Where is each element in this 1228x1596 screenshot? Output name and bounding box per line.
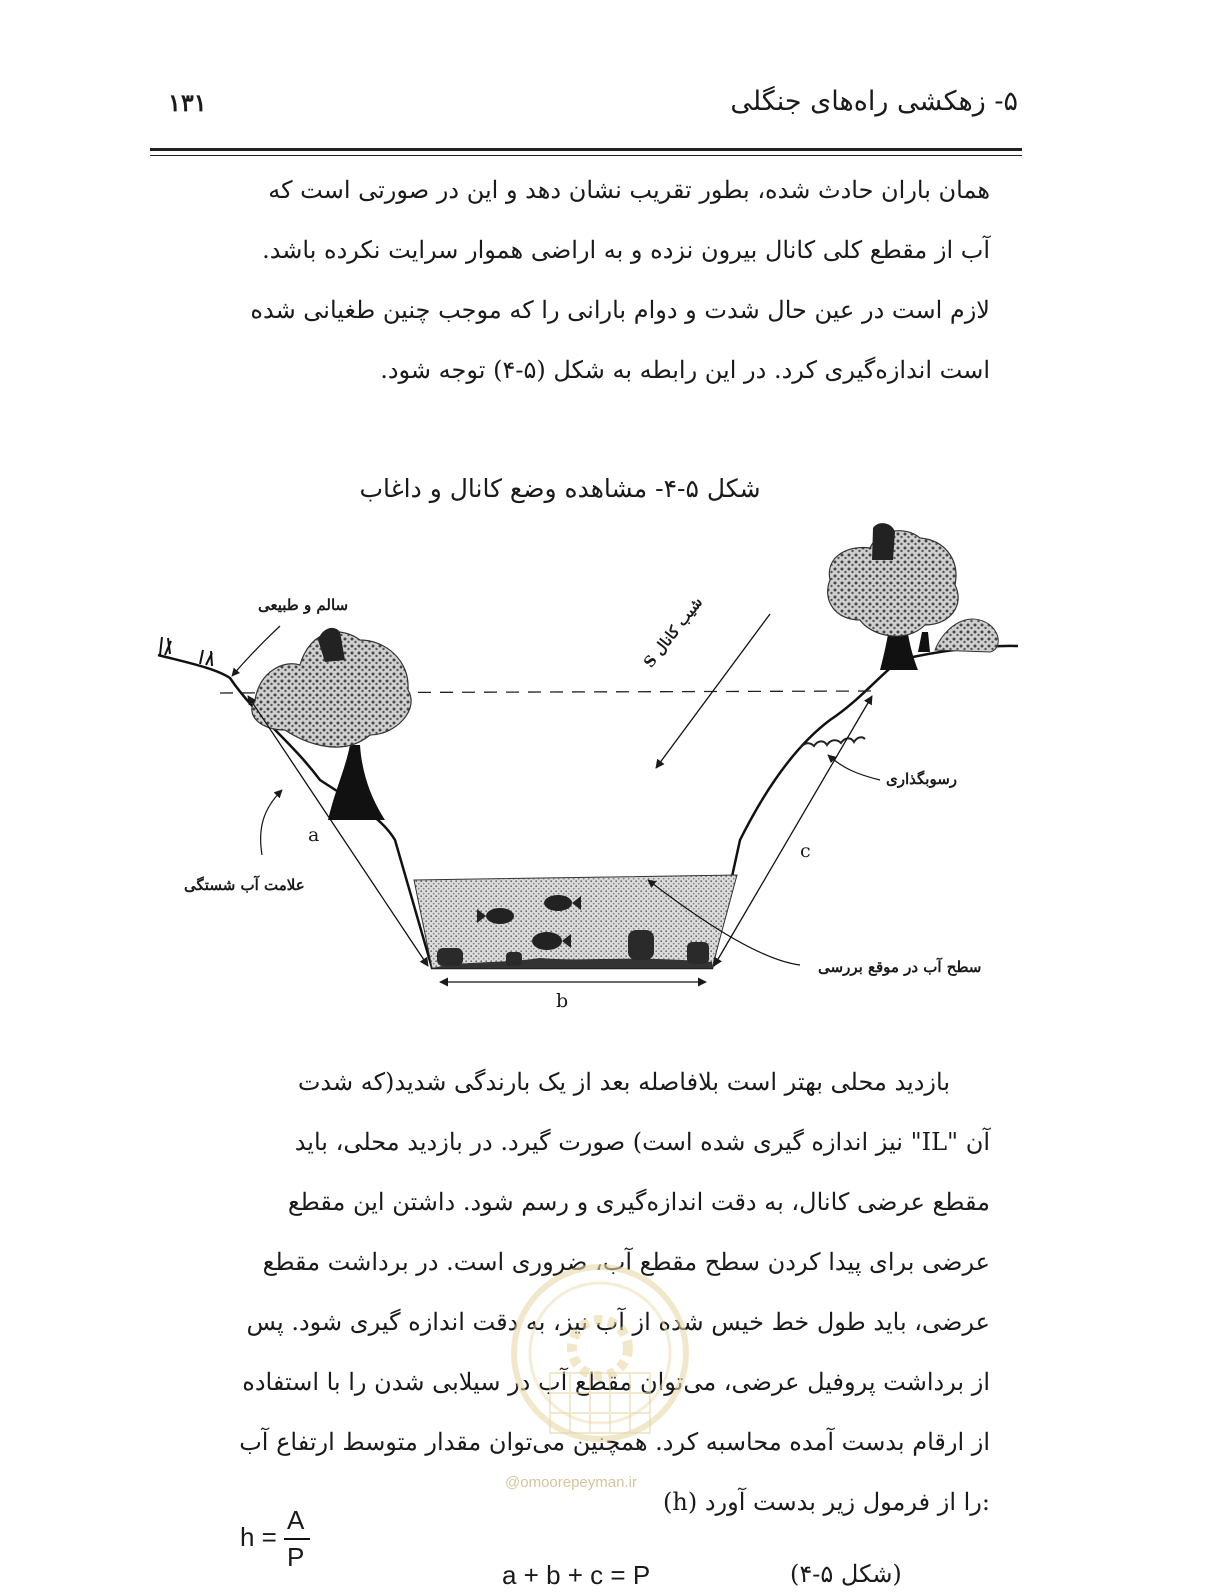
formula-h-left: h =: [240, 1522, 277, 1552]
fraction-bar: [284, 1538, 310, 1540]
figure-caption: شکل ۵-۴- مشاهده وضع کانال و داغاب: [359, 474, 761, 503]
label-water-surface: سطح آب در موقع بررسی: [818, 958, 982, 976]
formula-figure-reference: (شکل ۵-۴): [790, 1560, 902, 1588]
label-slope: شیب کانال S: [640, 593, 707, 672]
label-erosion-mark: علامت آب شستگی: [184, 876, 305, 894]
page-number: ۱۳۱: [168, 88, 207, 117]
paragraph-line: لازم است در عین حال شدت و دوام بارانی را که موجب چنین طغیانی شده: [250, 296, 990, 324]
right-trees: [828, 523, 999, 670]
paragraph-line: (h) را از فرمول زیر بدست آورد:: [663, 1488, 990, 1516]
paragraph-line: بازدید محلی بهتر است بلافاصله بعد از یک بارندگی شدید(که شدت: [297, 1068, 950, 1096]
formula-h-numerator: A: [287, 1505, 305, 1535]
leader-erosion: [261, 790, 282, 855]
paragraph-line: عرضی، باید طول خط خیس شده از آب نیز، به دقت اندازه گیری شود. پس: [246, 1308, 990, 1336]
chapter-title: ۵- زهکشی راه‌های جنگلی: [730, 86, 1018, 117]
formula-perimeter: a + b + c = P: [502, 1560, 651, 1590]
dimension-c: [714, 696, 872, 966]
paragraph-line: همان باران حادث شده، بطور تقریب نشان دهد و این در صورتی است که: [268, 176, 990, 204]
left-tree: [252, 628, 411, 820]
label-healthy: سالم و طبیعی: [258, 596, 349, 614]
paragraph-line: آب از مقطع کلی کانال بیرون نزده و به اراضی هموار سرایت نکرده باشد.: [262, 236, 990, 264]
leader-healthy: [232, 626, 280, 676]
label-c: c: [800, 840, 811, 862]
label-a: a: [308, 824, 320, 846]
label-deposition: رسوبگذاری: [886, 770, 958, 788]
paragraph-line: عرضی برای پیدا کردن سطح مقطع آب، ضروری است. در برداشت مقطع: [262, 1248, 990, 1276]
paragraph-line: آن "IL" نیز اندازه گیری شده است) صورت گیرد. در بازدید محلی، باید: [294, 1128, 990, 1156]
paragraph-line: است اندازه‌گیری کرد. در این رابطه به شکل (۵-۴) توجه شود.: [380, 356, 990, 384]
paragraph-line: از ارقام بدست آمده محاسبه کرد. همچنین می‌توان مقدار متوسط ارتفاع آب: [239, 1428, 990, 1456]
watermark-site: @omoorepeyman.ir: [505, 1474, 637, 1491]
paragraph-line: مقطع عرضی کانال، به دقت اندازه‌گیری و رسم شود. داشتن این مقطع: [287, 1188, 990, 1216]
formula-h-denominator: P: [287, 1542, 305, 1572]
watermark-logo: [505, 1238, 695, 1468]
paragraph-line: از برداشت پروفیل عرضی، می‌توان مقطع آب در سیلابی شدن را با استفاده: [242, 1368, 990, 1396]
label-b: b: [556, 990, 569, 1012]
